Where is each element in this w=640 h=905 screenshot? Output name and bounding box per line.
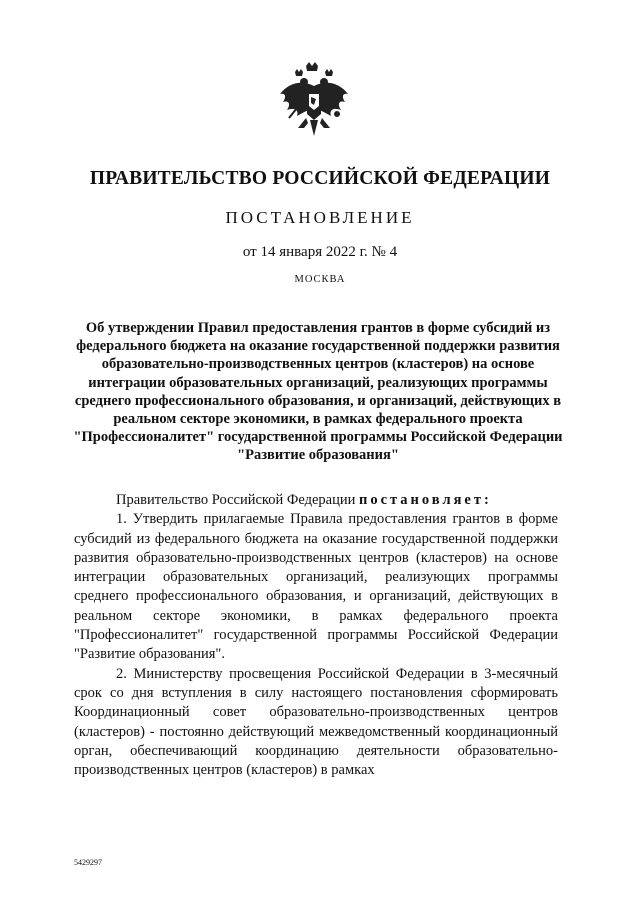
resolves-word: постановляет:: [358, 492, 492, 508]
paragraph-2: 2. Министерству просвещения Российской Федерации в 3-месячный срок со дня вступления в силу настоящего постановления сформировать Координационный совет образовательно-производственных центров (кластеров) - постоянно действующий межведомственный координационный орган, обеспечивающий координацию деятельности образовательно-производственных центров (кластеров) в рамках: [74, 665, 558, 779]
document-subject: Об утверждении Правил предоставления грантов в форме субсидий из федерального бюджета на оказание государственной поддержки развития образовательно-производственных центров (кластеров) на основе интеграции образовательных организаций, реализующих программы среднего профессионального образования, и организаций, действующих в реальном секторе экономики, в рамках федерального проекта "Профессионалитет" государственной программы Российской Федерации "Развитие образования": [73, 320, 563, 464]
document-type: ПОСТАНОВЛЕНИЕ: [225, 208, 415, 227]
footer-code: 5429297: [74, 858, 102, 867]
intro-paragraph: [74, 491, 558, 510]
document-body: [74, 491, 558, 780]
government-title: ПРАВИТЕЛЬСТВО РОССИЙСКОЙ ФЕДЕРАЦИИ: [89, 168, 551, 189]
document-date-number: от 14 января 2022 г. № 4: [242, 244, 398, 260]
paragraph-1: 1. Утвердить прилагаемые Правила предоставления грантов в форме субсидий из федерального бюджета на оказание государственной поддержки развития образовательно-производственных центров (кластеров) на основе интеграции образовательных организаций, реализующих программы среднего профессионального образования, и организаций, действующих в реальном секторе экономики, в рамках федерального проекта "Профессионалитет" государственной программы Российской Федерации "Развитие образования".: [74, 511, 558, 663]
city-name: МОСКВА: [294, 274, 346, 285]
intro-prefix: Правительство Российской Федерации: [116, 492, 359, 508]
russian-coat-of-arms-icon: [277, 60, 351, 148]
